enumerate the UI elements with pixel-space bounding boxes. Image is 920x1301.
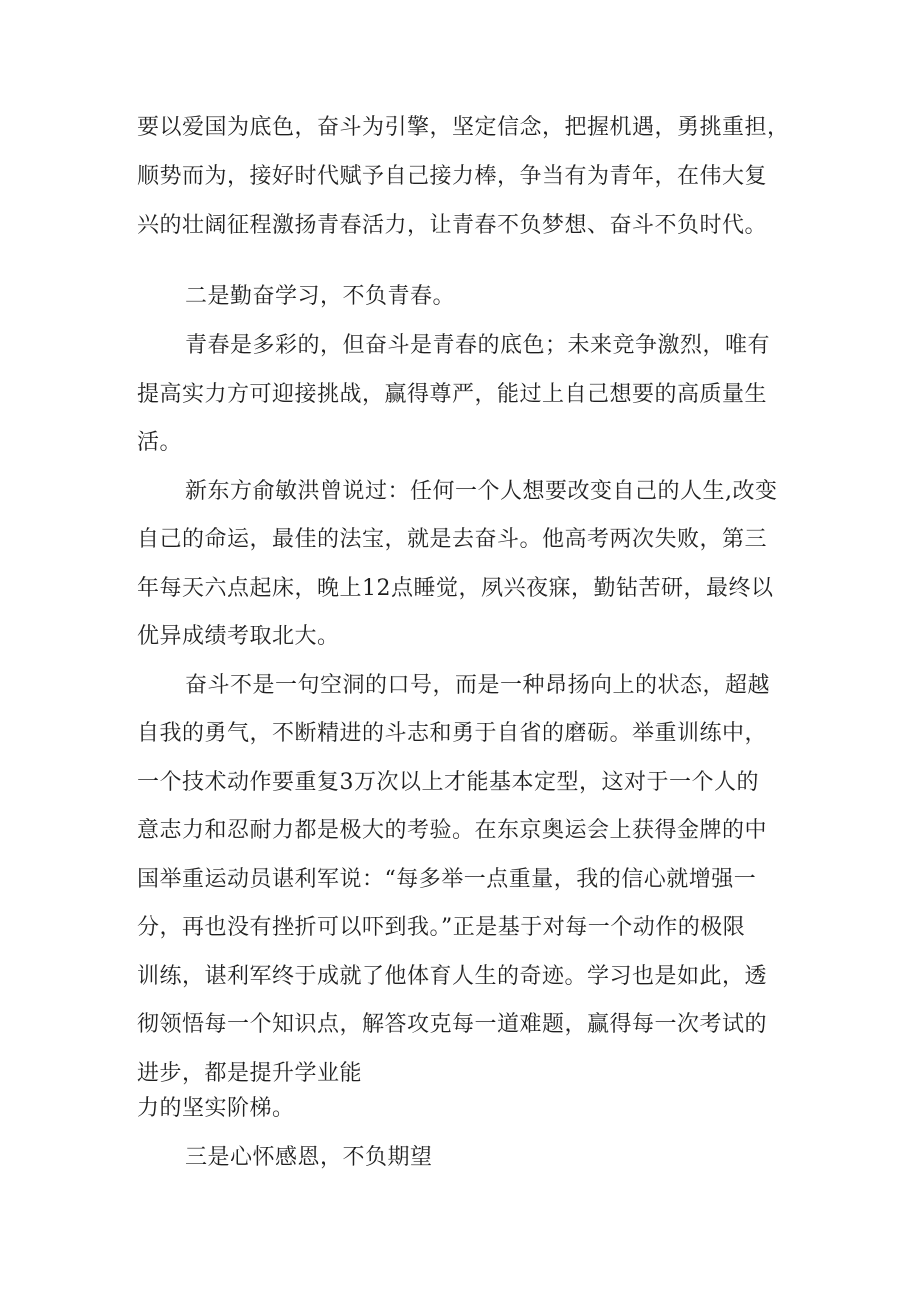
text-line: 彻领悟每一个知识点，解答攻克每一道难题，赢得每一次考试的 (137, 1012, 768, 1037)
text-line: 青春是多彩的，但奋斗是青春的底色；未来竞争激烈，唯有 (185, 333, 771, 358)
text-line: 优异成绩考取北大。 (137, 624, 340, 649)
text-line: 顺势而为，接好时代赋予自己接力棒，争当有为青年，在伟大复 (137, 164, 768, 189)
text-line: 年每天六点起床，晚上12点睡觉，夙兴夜寐，勤钻苦研，最终以 (137, 576, 774, 601)
text-line: 进步，都是提升学业能 (137, 1061, 363, 1086)
section-heading: 二是勤奋学习，不负青春。 (185, 284, 456, 309)
text-line: 活。 (137, 430, 183, 455)
section-heading: 三是心怀感恩，不负期望 (185, 1145, 433, 1170)
text-line: 提高实力方可迎接挑战，赢得尊严，能过上自己想要的高质量生 (137, 382, 768, 407)
text-line: 力的坚实阶梯。 (137, 1096, 295, 1121)
text-line: 一个技术动作要重复3万次以上才能基本定型，这对于一个人的 (137, 770, 759, 795)
text-line: 国举重运动员谌利军说：“每多举一点重量，我的信心就增强一 (137, 867, 757, 892)
text-line: 要以爱国为底色，奋斗为引擎，坚定信念，把握机遇，勇挑重担， (137, 115, 790, 140)
text-line: 兴的壮阔征程激扬青春活力，让青春不负梦想、奋斗不负时代。 (137, 213, 768, 238)
text-line: 训练，谌利军终于成就了他体育人生的奇迹。学习也是如此，透 (137, 964, 768, 989)
text-line: 新东方俞敏洪曾说过：任何一个人想要改变自己的人生,改变 (185, 479, 778, 504)
text-line: 自我的勇气，不断精进的斗志和勇于自省的磨砺。举重训练中， (137, 721, 768, 746)
text-line: 分，再也没有挫折可以吓到我。”正是基于对每一个动作的极限 (137, 915, 746, 940)
text-line: 意志力和忍耐力都是极大的考验。在东京奥运会上获得金牌的中 (137, 818, 768, 843)
text-line: 自己的命运，最佳的法宝，就是去奋斗。他高考两次失败，第三 (137, 527, 768, 552)
text-line: 奋斗不是一句空洞的口号，而是一种昂扬向上的状态，超越 (185, 673, 771, 698)
